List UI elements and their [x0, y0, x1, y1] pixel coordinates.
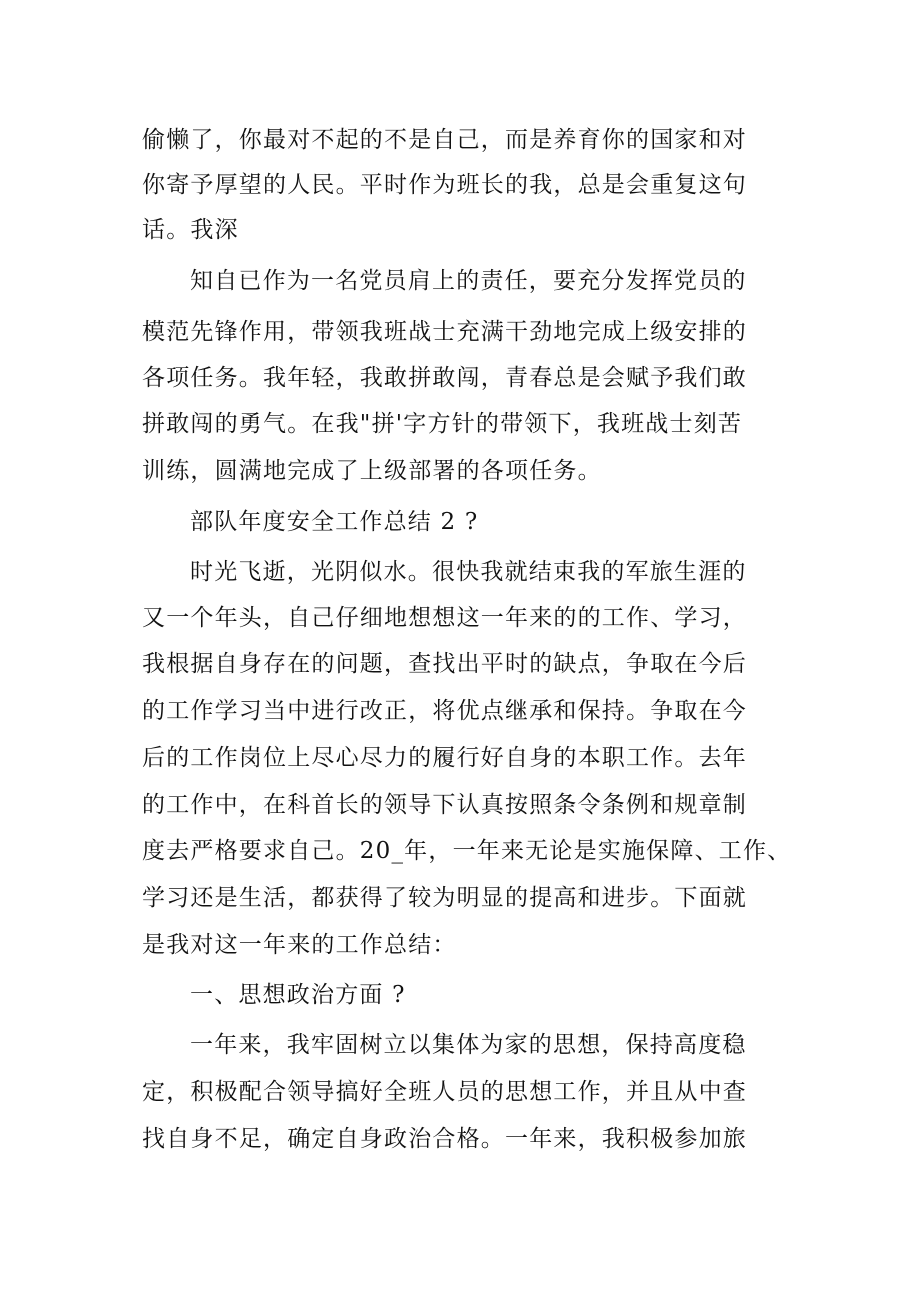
text-line: 是我对这一年来的工作总结： [142, 932, 457, 958]
text-line: 后的工作岗位上尽心尽力的履行好自身的本职工作。去年 [142, 745, 747, 771]
text-line: 我根据自身存在的问题，查找出平时的缺点，争取在今后 [142, 651, 747, 677]
text-line: 一年来，我牢固树立以集体为家的思想，保持高度稳 [190, 1032, 747, 1058]
text-line: 学习还是生活，都获得了较为明显的提高和进步。下面就 [142, 885, 747, 911]
text-line: 时光飞逝，光阴似水。很快我就结束我的军旅生涯的 [190, 559, 747, 585]
text-line: 定，积极配合领导搞好全班人员的思想工作，并且从中查 [142, 1079, 747, 1105]
text-line: 拼敢闯的勇气。在我"拼'字方针的带领下，我班战士刻苦 [142, 411, 743, 437]
section-heading: 一、思想政治方面 ? [190, 982, 406, 1008]
text-line: 又一个年头，自己仔细地想想这一年来的的工作、学习， [142, 605, 747, 631]
text-line: 训练，圆满地完成了上级部署的各项任务。 [142, 458, 602, 484]
text-line: 找自身不足，确定自身政治合格。一年来，我积极参加旅 [142, 1126, 747, 1152]
text-line: 偷懒了，你最对不起的不是自己，而是养育你的国家和对 [142, 127, 747, 153]
text-line: 的工作中，在科首长的领导下认真按照条令条例和规章制 [142, 792, 747, 818]
text-line: 度去严格要求自己。20_年，一年来无论是实施保障、工作、 [142, 838, 792, 864]
text-line: 各项任务。我年轻，我敢拼敢闯，青春总是会赋予我们敢 [142, 365, 747, 391]
text-line: 知自已作为一名党员肩上的责任，要充分发挥党员的 [190, 268, 747, 294]
text-line: 你寄予厚望的人民。平时作为班长的我，总是会重复这句 [142, 172, 747, 198]
text-line: 的工作学习当中进行改正，将优点继承和保持。争取在今 [142, 698, 747, 724]
section-heading: 部队年度安全工作总结 2 ? [190, 509, 479, 535]
text-line: 模范先锋作用，带领我班战士充满干劲地完成上级安排的 [142, 319, 747, 345]
text-line: 话。我深 [142, 217, 239, 243]
